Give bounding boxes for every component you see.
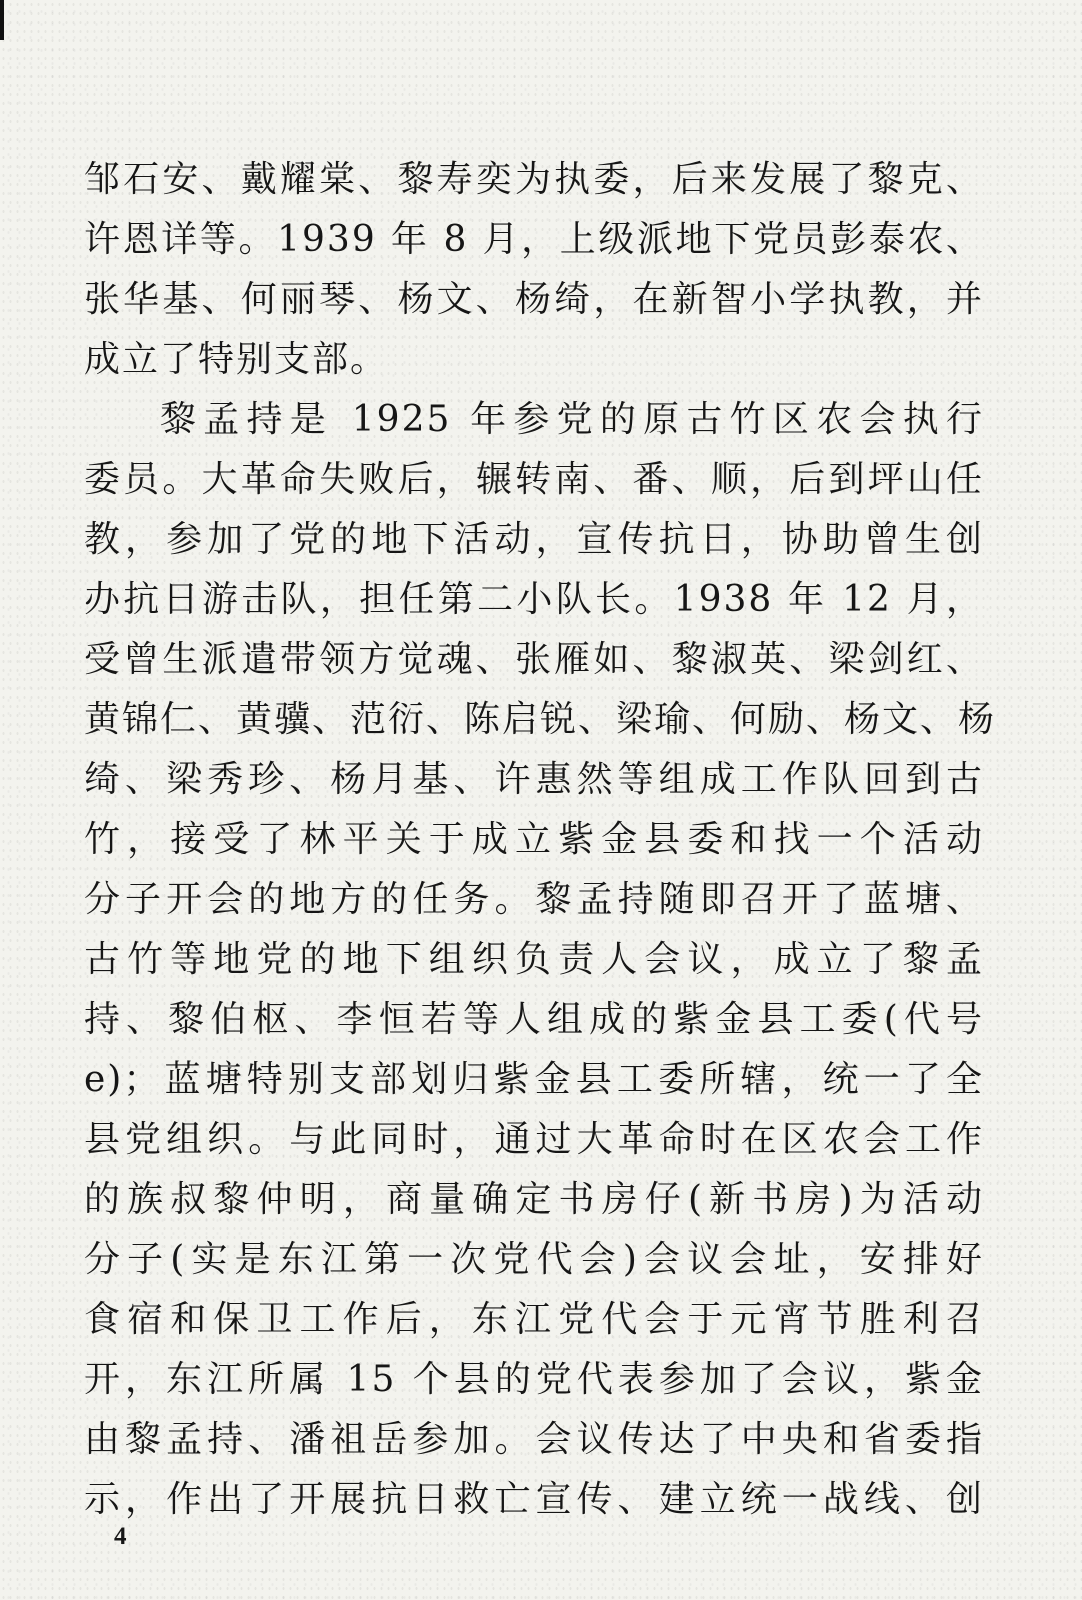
text-line: 开，东江所属 15 个县的党代表参加了会议，紫金 [84,1359,984,1400]
text-line: 受曾生派遣带领方觉魂、张雁如、黎淑英、梁剑红、 [84,639,984,680]
text-line: 县党组织。与此同时，通过大革命时在区农会工作 [84,1119,984,1160]
text-line: 邹石安、戴耀棠、黎寿奕为执委，后来发展了黎克、 [84,159,984,200]
text-line: 食宿和保卫工作后，东江党代会于元宵节胜利召 [84,1299,984,1340]
text-line-indented: 黎孟持是 1925 年参党的原古竹区农会执行 [160,399,984,440]
text-line: 分子(实是东江第一次党代会)会议会址，安排好 [84,1239,984,1280]
text-line: 黄锦仁、黄骥、范衍、陈启锐、梁瑜、何励、杨文、杨 [84,699,997,740]
text-line: 教，参加了党的地下活动，宣传抗日，协助曾生创 [84,519,984,560]
text-line: 张华基、何丽琴、杨文、杨绮，在新智小学执教，并 [84,279,984,320]
scan-edge-mark [0,0,4,40]
text-line: 竹，接受了林平关于成立紫金县委和找一个活动 [84,819,984,860]
text-line: 办抗日游击队，担任第二小队长。1938 年 12 月， [84,579,984,620]
text-line: 古竹等地党的地下组织负责人会议，成立了黎孟 [84,939,984,980]
text-line: 绮、梁秀珍、杨月基、许惠然等组成工作队回到古 [84,759,984,800]
page-number: 4 [114,1523,127,1550]
text-line: 的族叔黎仲明，商量确定书房仔(新书房)为活动 [84,1179,984,1220]
text-line: 示，作出了开展抗日救亡宣传、建立统一战线、创 [84,1479,984,1520]
text-line: 由黎孟持、潘祖岳参加。会议传达了中央和省委指 [84,1419,984,1460]
text-line: 许恩详等。1939 年 8 月，上级派地下党员彭泰农、 [84,219,984,260]
text-line: e)；蓝塘特别支部划归紫金县工委所辖，统一了全 [84,1059,984,1100]
text-line: 成立了特别支部。 [84,339,389,380]
text-line: 委员。大革命失败后，辗转南、番、顺，后到坪山任 [84,459,984,500]
text-line: 持、黎伯枢、李恒若等人组成的紫金县工委(代号 [84,999,984,1040]
body-text [84,150,997,1530]
text-line: 分子开会的地方的任务。黎孟持随即召开了蓝塘、 [84,879,984,920]
